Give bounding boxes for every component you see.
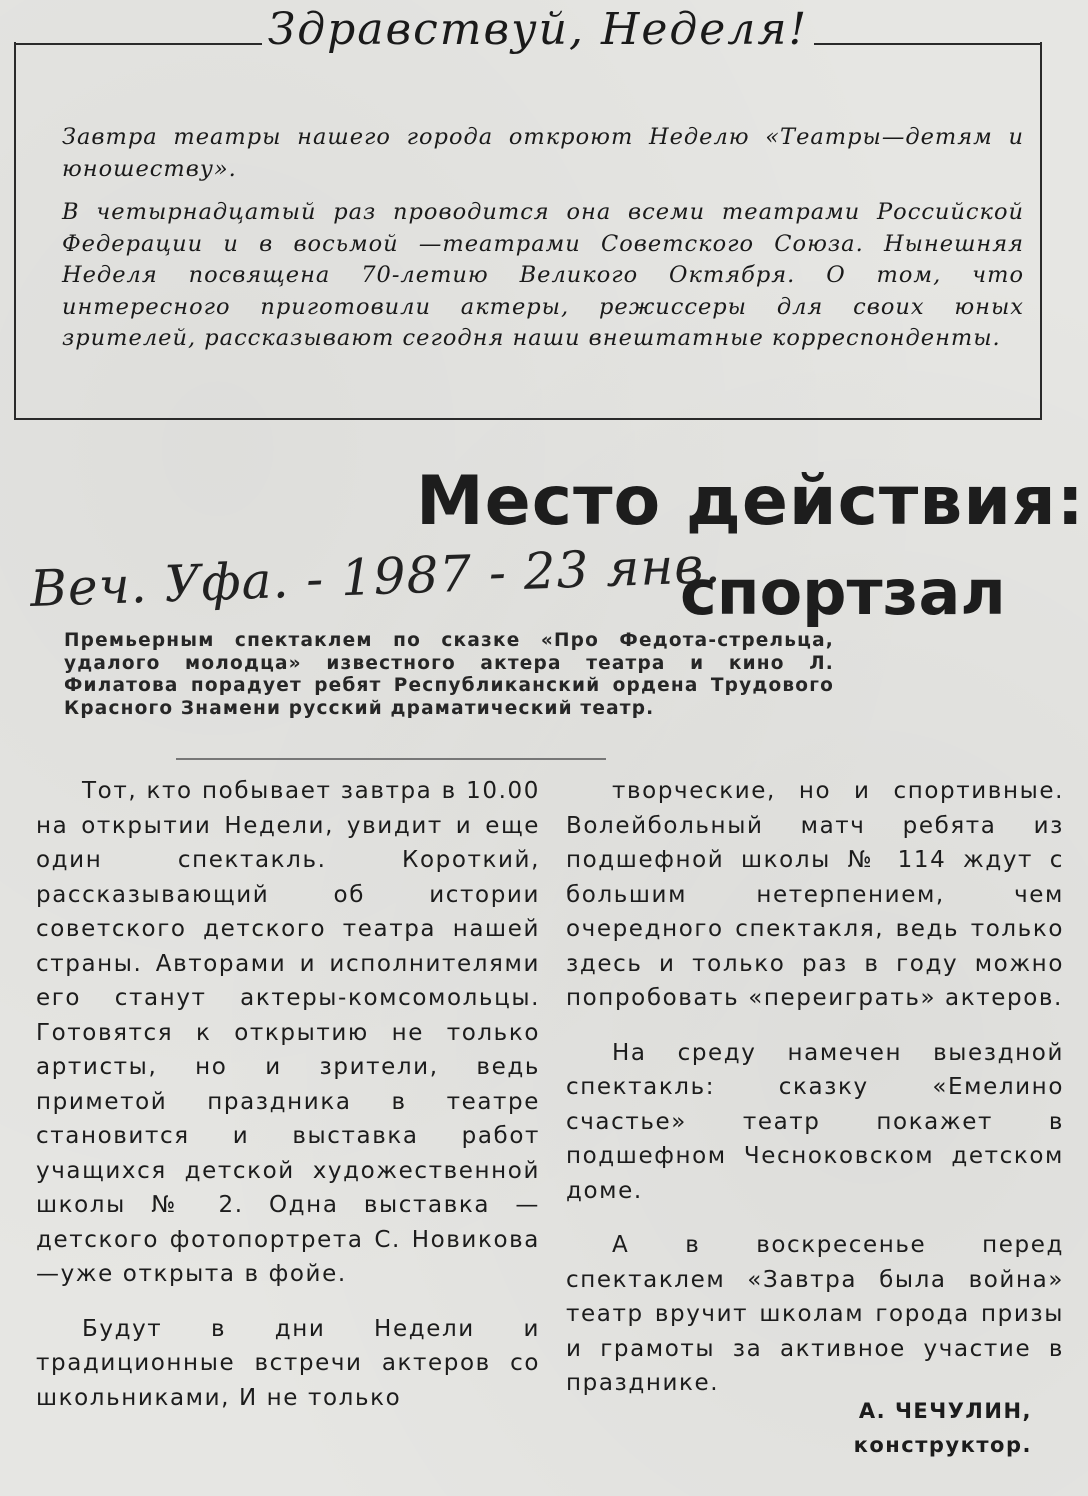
lede-underline bbox=[176, 758, 606, 760]
article-column-right bbox=[566, 774, 1064, 1401]
article-headline-line1: Место действия: bbox=[416, 462, 1085, 541]
column-paragraph: Тот, кто побывает завтра в 10.00 на открытии Недели, увидит и еще один спектакль. Короткий, рассказывающий об истории советского детского театра нашей страны. Авторами и исполнителями его станут актеры-комсомольцы. Готовятся к открытию не только артисты, но и зрители, ведь приметой праздника в театре становится и выставка работ учащихся детской художественной школы № 2. Одна выставка — детского фотопортрета С. Новикова—уже открыта в фойе. bbox=[36, 778, 540, 1287]
author-signature bbox=[854, 1394, 1032, 1462]
column-paragraph: На среду намечен выездной спектакль: сказку «Емелино счастье» театр покажет в подшефном Чесноковском детском доме. bbox=[566, 1039, 1064, 1204]
article-headline-line2: спортзал bbox=[680, 556, 1006, 629]
header-rule-right bbox=[814, 43, 1042, 45]
header-rule-left bbox=[14, 43, 262, 45]
intro-paragraph: Завтра театры нашего города откроют Неделю «Театры—детям и юношеству». bbox=[62, 124, 1024, 182]
header-intro bbox=[62, 122, 1024, 355]
header-title-row bbox=[14, 4, 1042, 70]
article-lede: Премьерным спектаклем по сказке «Про Федота-стрельца, удалого молодца» известного актера театра и кино Л. Филатова порадует ребят Республиканский ордена Трудового Красного Знамени русский драматический театр. bbox=[64, 630, 834, 719]
author-role: конструктор. bbox=[853, 1433, 1032, 1457]
handwritten-note: Веч. Уфа. - 1987 - 23 янв. bbox=[29, 535, 723, 619]
intro-paragraph: В четырнадцатый раз проводится она всеми театрами Российской Федерации и в восьмой —театрами Советского Союза. Нынешняя Неделя посвящена 70-летию Великого Октября. О том, что интересного приготовили актеры, режиссеры для своих юных зрителей, рассказывают сегодня наши внештатные корреспонденты. bbox=[62, 199, 1024, 351]
column-paragraph: Будут в дни Недели и традиционные встречи актеров со школьниками, И не только bbox=[36, 1315, 540, 1411]
column-paragraph: А в воскресенье перед спектаклем «Завтра была война» театр вручит школам города призы и грамоты за активное участие в празднике. bbox=[566, 1232, 1064, 1396]
article-column-left bbox=[36, 774, 540, 1415]
column-paragraph: творческие, но и спортивные. Волейбольный матч ребята из подшефной школы № 114 ждут с большим нетерпением, чем очередного спектакля, ведь только здесь и только раз в году можно попробовать «переиграть» актеров. bbox=[566, 778, 1064, 1011]
author-name: А. ЧЕЧУЛИН, bbox=[858, 1399, 1032, 1423]
header-title: Здравствуй, Неделя! bbox=[267, 4, 809, 55]
